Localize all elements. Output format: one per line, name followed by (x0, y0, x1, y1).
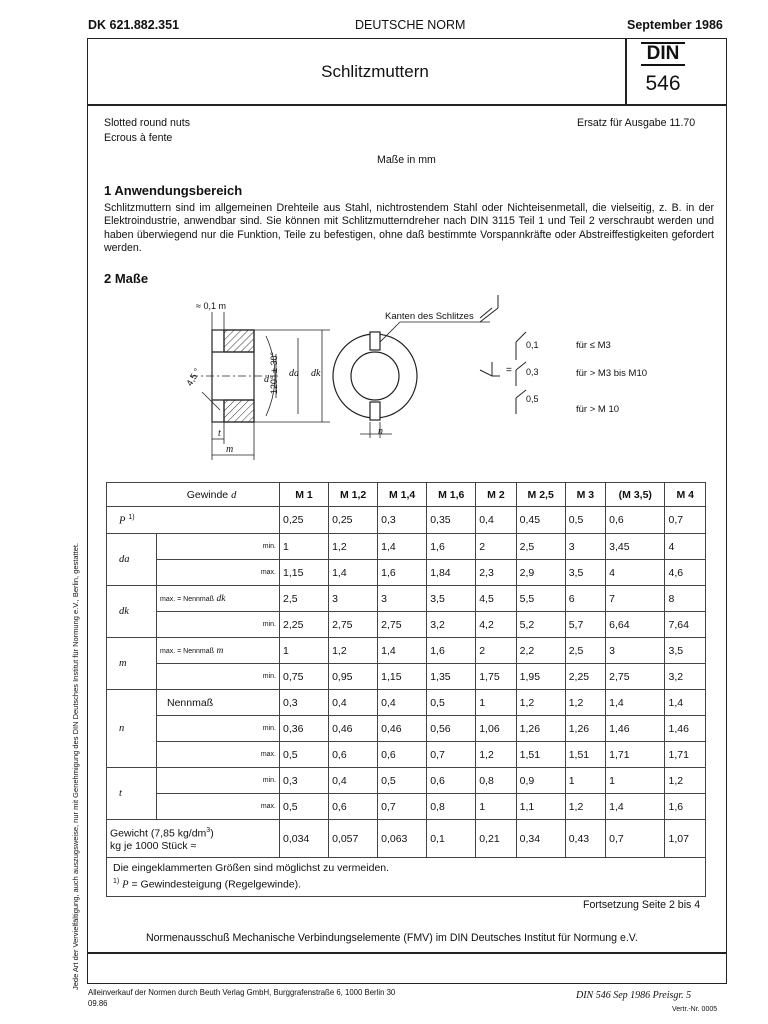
table-cell: 4,2 (476, 612, 516, 638)
table-cell: 2,5 (280, 586, 329, 612)
table-cell: 0,25 (329, 507, 378, 534)
table-cell: 1,4 (665, 690, 706, 716)
header-label-cell (107, 483, 280, 507)
size-header: M 4 (665, 483, 706, 507)
p-symbol: P (119, 515, 126, 527)
table-cell: 0,25 (280, 507, 329, 534)
table-cell: 2,3 (476, 560, 516, 586)
max-eq-label: max. = Nennmaß (160, 596, 214, 603)
m-max-label-cell (157, 638, 280, 664)
table-cell: 1,06 (476, 716, 516, 742)
table-cell: 5,7 (565, 612, 605, 638)
table-header-row (107, 483, 706, 507)
table-cell: 2,75 (606, 664, 665, 690)
dim-d-label: d (264, 374, 269, 385)
table-cell: 2 (476, 638, 516, 664)
table-row-n-nenn (107, 690, 706, 716)
title-divider (87, 104, 727, 106)
table-cell: 0,063 (378, 820, 427, 858)
table-cell: 7 (606, 586, 665, 612)
table-row-p (107, 507, 706, 534)
note-p-text: = Gewindesteigung (Regelgewinde). (128, 878, 302, 891)
m-label: m (107, 638, 157, 690)
weight-line1: Gewicht (7,85 kg/dm (110, 827, 207, 840)
p-label-cell (107, 507, 280, 534)
max-label: max. (157, 794, 280, 820)
table-cell: 0,4 (378, 690, 427, 716)
sales-note: Alleinverkauf der Normen durch Beuth Verlag GmbH, Burggrafenstraße 6, 1000 Berlin 30 (88, 988, 396, 997)
t-label: t (107, 768, 157, 820)
table-cell: 0,7 (606, 820, 665, 858)
table-cell: 1,6 (427, 534, 476, 560)
size-header: M 2 (476, 483, 516, 507)
chamfer-label: 4,5 ° (184, 366, 203, 388)
table-row-da-max (107, 560, 706, 586)
table-cell: 0,95 (329, 664, 378, 690)
size-header: M 1,2 (329, 483, 378, 507)
table-cell: 3,5 (565, 560, 605, 586)
table-cell: 1,26 (516, 716, 565, 742)
size-header: M 2,5 (516, 483, 565, 507)
angle-label: 120° ± 30° (269, 351, 280, 395)
dk-label: dk (107, 586, 157, 638)
tol-1-text: für ≤ M3 (576, 340, 611, 351)
table-row-weight (107, 820, 706, 858)
table-cell: 6,64 (606, 612, 665, 638)
size-header: M 1,6 (427, 483, 476, 507)
gewinde-symbol: d (231, 489, 237, 501)
n-label: n (107, 690, 157, 768)
table-row-m-max (107, 638, 706, 664)
dim-n-label: n (378, 426, 383, 437)
table-cell: 1,4 (378, 534, 427, 560)
table-cell: 1,95 (516, 664, 565, 690)
table-cell: 1,84 (427, 560, 476, 586)
table-notes-cell (107, 858, 706, 897)
dim-dk-label: dk (311, 368, 321, 379)
table-cell: 1,4 (329, 560, 378, 586)
gewinde-label: Gewinde (186, 488, 229, 501)
section-1-body: Schlitzmuttern sind im allgemeinen Drehteile aus Stahl, nichtrostendem Stahl oder Nichteisenmetall, die vielseitig, z. B. in der Elektroindustrie, anwendbar sind. Sie können mit Schlitzmutterndreher nach DIN 3115 Teil 1 und Teil 2 verschraubt werden und haben überwiegend nur die Funktion, Teile zu befestigen, ohne daß bestimmte Vorspannkräfte oder Abstreiffestigkeiten gefordert werden. (104, 202, 714, 255)
table-cell: 0,35 (427, 507, 476, 534)
table-cell: 0,46 (329, 716, 378, 742)
surface-symbols (480, 295, 526, 414)
din-box-divider (625, 38, 627, 105)
min-label: min. (157, 768, 280, 794)
table-cell: 0,75 (280, 664, 329, 690)
table-cell: 3,45 (606, 534, 665, 560)
table-cell: 1,6 (378, 560, 427, 586)
table-cell: 0,6 (606, 507, 665, 534)
table-cell: 0,3 (280, 690, 329, 716)
table-cell: 2,25 (565, 664, 605, 690)
table-cell: 1,2 (476, 742, 516, 768)
table-cell: 3 (606, 638, 665, 664)
table-cell: 1 (280, 534, 329, 560)
table-cell: 0,7 (378, 794, 427, 820)
table-cell: 0,8 (476, 768, 516, 794)
table-row-m-min (107, 664, 706, 690)
table-cell: 0,1 (427, 820, 476, 858)
dim-da-label: da (289, 368, 299, 379)
table-row-n-max (107, 742, 706, 768)
table-cell: 7,64 (665, 612, 706, 638)
table-cell: 1,71 (606, 742, 665, 768)
table-cell: 2,75 (378, 612, 427, 638)
replaces-note: Ersatz für Ausgabe 11.70 (577, 117, 696, 129)
table-cell: 0,4 (476, 507, 516, 534)
equals-sign: = (506, 365, 512, 376)
continuation-note: Fortsetzung Seite 2 bis 4 (583, 899, 701, 911)
table-cell: 1,51 (516, 742, 565, 768)
vertr-number: Vertr.-Nr. 0005 (672, 1006, 718, 1013)
table-cell: 0,6 (329, 742, 378, 768)
table-cell: 0,45 (516, 507, 565, 534)
table-cell: 1,26 (565, 716, 605, 742)
table-cell: 0,8 (427, 794, 476, 820)
din-number: 546 (645, 72, 681, 95)
table-cell: 1,2 (665, 768, 706, 794)
table-cell: 1,2 (565, 690, 605, 716)
table-cell: 0,5 (280, 742, 329, 768)
table-cell: 3,2 (427, 612, 476, 638)
table-cell: 1,2 (329, 638, 378, 664)
front-view (333, 322, 490, 438)
table-cell: 4 (606, 560, 665, 586)
committee-note: Normenausschuß Mechanische Verbindungselemente (FMV) im DIN Deutsches Institut für Normung e.V. (146, 932, 638, 944)
dimensions-table (106, 482, 706, 897)
french-title: Ecrous à fente (104, 132, 173, 144)
table-cell: 2,5 (516, 534, 565, 560)
table-notes-row (107, 858, 706, 897)
da-label: da (107, 534, 157, 586)
dk-max-label-cell (157, 586, 280, 612)
size-header: M 1,4 (378, 483, 427, 507)
table-cell: 0,56 (427, 716, 476, 742)
section-2-heading: 2 Maße (104, 271, 149, 286)
doc-number: DK 621.882.351 (88, 18, 180, 32)
min-label: min. (157, 612, 280, 638)
table-cell: 4,6 (665, 560, 706, 586)
table-cell: 3,2 (665, 664, 706, 690)
table-row-dk-max (107, 586, 706, 612)
table-cell: 0,3 (280, 768, 329, 794)
table-cell: 0,9 (516, 768, 565, 794)
table-row-dk-min (107, 612, 706, 638)
table-cell: 1,15 (378, 664, 427, 690)
section-1-heading: 1 Anwendungsbereich (104, 183, 243, 198)
tol-3-text: für > M 10 (576, 404, 620, 415)
table-cell: 1,46 (665, 716, 706, 742)
table-row-t-min (107, 768, 706, 794)
table-cell: 0,21 (476, 820, 516, 858)
table-cell: 2,25 (280, 612, 329, 638)
table-cell: 2,75 (329, 612, 378, 638)
p-footnote-ref: 1) (128, 513, 135, 521)
table-cell: 1,2 (516, 690, 565, 716)
table-cell: 0,7 (427, 742, 476, 768)
table-cell: 1,4 (606, 690, 665, 716)
weight-sup: 3 (206, 827, 211, 835)
table-cell: 1,6 (665, 794, 706, 820)
table-cell: 1 (606, 768, 665, 794)
table-cell: 1,07 (665, 820, 706, 858)
table-cell: 5,2 (516, 612, 565, 638)
table-cell: 1,51 (565, 742, 605, 768)
table-cell: 1 (565, 768, 605, 794)
table-cell: 8 (665, 586, 706, 612)
size-header: (M 3,5) (606, 483, 665, 507)
table-cell: 1 (476, 690, 516, 716)
table-cell: 0,5 (427, 690, 476, 716)
table-cell: 1,4 (606, 794, 665, 820)
table-cell: 0,6 (378, 742, 427, 768)
tol-1-value: 0,1 (526, 340, 539, 350)
table-cell: 0,5 (280, 794, 329, 820)
table-cell: 1 (476, 794, 516, 820)
size-header: M 3 (565, 483, 605, 507)
table-cell: 0,3 (378, 507, 427, 534)
date-code: 09.86 (88, 999, 108, 1008)
table-cell: 1,6 (427, 638, 476, 664)
table-cell: 1,4 (378, 638, 427, 664)
table-cell: 0,034 (280, 820, 329, 858)
note-brackets: Die eingeklammerten Größen sind möglichst zu vermeiden. (113, 862, 390, 874)
table-row-t-max (107, 794, 706, 820)
max-eq-label: max. = Nennmaß (160, 648, 214, 655)
tol-2-text: für > M3 bis M10 (576, 368, 648, 379)
table-cell: 2,2 (516, 638, 565, 664)
dk-symbol: dk (216, 594, 226, 604)
min-label: min. (157, 664, 280, 690)
table-cell: 1,15 (280, 560, 329, 586)
dim-m-label: m (226, 444, 234, 455)
issue-date: September 1986 (627, 18, 723, 32)
table-cell: 0,46 (378, 716, 427, 742)
table-cell: 1,2 (565, 794, 605, 820)
table-cell: 1,1 (516, 794, 565, 820)
nennmass-label: Nennmaß (157, 690, 280, 716)
m-symbol: m (216, 646, 224, 656)
table-cell: 0,4 (329, 768, 378, 794)
tol-2-value: 0,3 (526, 367, 539, 377)
weight-line2: kg je 1000 Stück ≈ (110, 839, 197, 852)
tol-top-label: ≈ 0,1 m (196, 301, 226, 311)
table-cell: 1,71 (665, 742, 706, 768)
slot-edges-label: Kanten des Schlitzes (385, 311, 474, 322)
table-cell: 0,34 (516, 820, 565, 858)
table-cell: 0,6 (329, 794, 378, 820)
units-note: Maße in mm (377, 154, 436, 166)
table-cell: 1,35 (427, 664, 476, 690)
din-logo: DIN (641, 42, 685, 66)
table-cell: 3 (565, 534, 605, 560)
table-row-n-min (107, 716, 706, 742)
table-cell: 3,5 (427, 586, 476, 612)
note-p-ref: 1) (113, 878, 120, 885)
max-label: max. (157, 560, 280, 586)
norm-label: DEUTSCHE NORM (355, 18, 466, 32)
tol-3-value: 0,5 (526, 394, 539, 404)
copyright-side-note: Jede Art der Vervielfältigung, auch auszugsweise, nur mit Genehmigung des DIN Deutsches Institut für Normung e.V., Berlin, gestattet. (71, 542, 80, 990)
table-cell: 6 (565, 586, 605, 612)
table-cell: 4 (665, 534, 706, 560)
table-cell: 0,5 (565, 507, 605, 534)
table-cell: 2,5 (565, 638, 605, 664)
table-cell: 3 (378, 586, 427, 612)
min-label: min. (157, 716, 280, 742)
note-p-symbol: P (122, 879, 129, 891)
table-cell: 1,2 (329, 534, 378, 560)
size-header: M 1 (280, 483, 329, 507)
table-cell: 2,9 (516, 560, 565, 586)
side-section-view (190, 312, 330, 460)
table-cell: 5,5 (516, 586, 565, 612)
table-cell: 4,5 (476, 586, 516, 612)
table-cell: 0,36 (280, 716, 329, 742)
english-title: Slotted round nuts (104, 117, 190, 129)
table-cell: 3,5 (665, 638, 706, 664)
max-label: max. (157, 742, 280, 768)
page-title: Schlitzmuttern (321, 62, 429, 81)
weight-label-cell (107, 820, 280, 858)
table-cell: 1,75 (476, 664, 516, 690)
table-cell: 0,7 (665, 507, 706, 534)
weight-close: ) (210, 827, 214, 840)
table-cell: 1,46 (606, 716, 665, 742)
min-label: min. (157, 534, 280, 560)
table-cell: 0,057 (329, 820, 378, 858)
table-cell: 0,5 (378, 768, 427, 794)
table-cell: 1 (280, 638, 329, 664)
table-cell: 3 (329, 586, 378, 612)
footer-din-ref: DIN 546 Sep 1986 Preisgr. 5 (576, 990, 692, 1001)
table-row-da-min (107, 534, 706, 560)
table-cell: 0,6 (427, 768, 476, 794)
table-cell: 0,43 (565, 820, 605, 858)
table-cell: 2 (476, 534, 516, 560)
table-cell: 0,4 (329, 690, 378, 716)
bottom-divider (87, 952, 727, 954)
dim-t-label: t (218, 428, 221, 439)
